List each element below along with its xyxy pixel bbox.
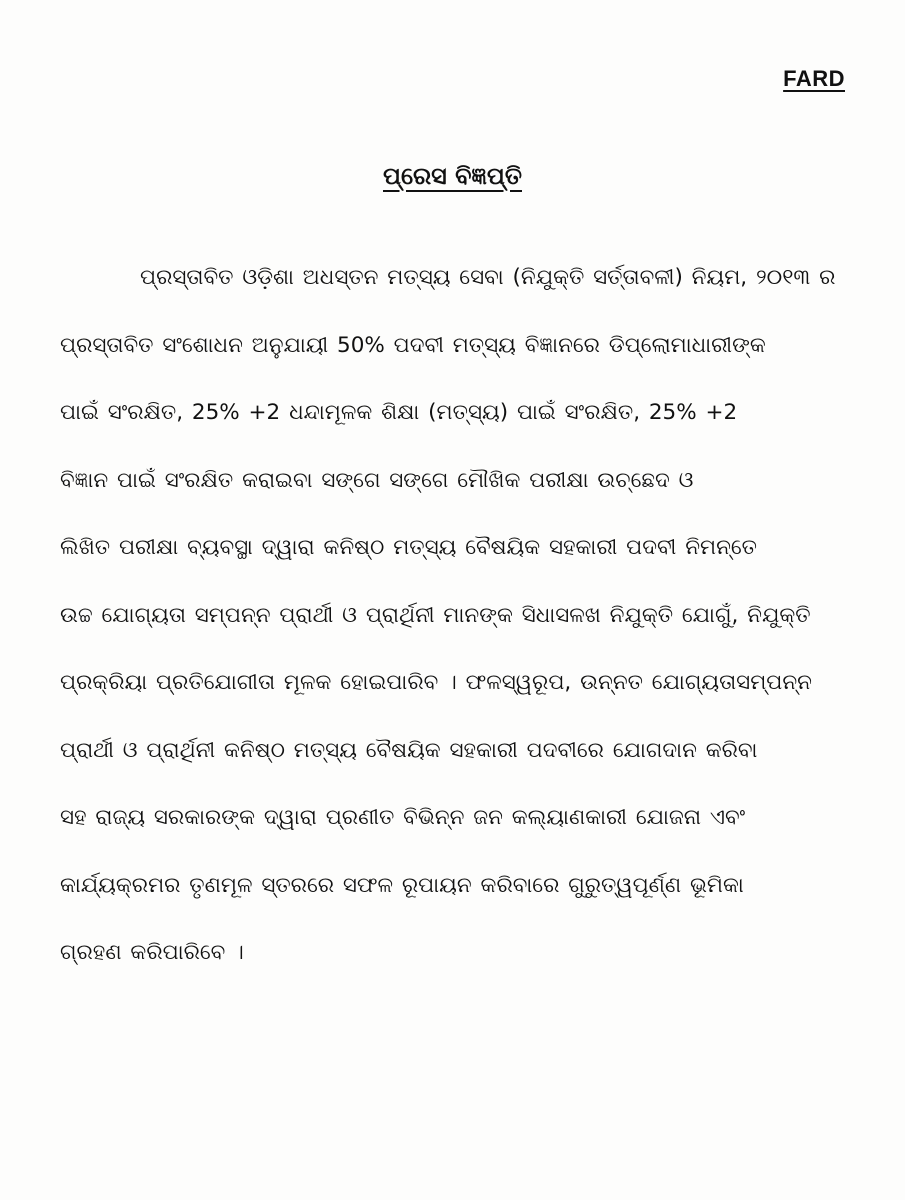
body-line: ପ୍ରସ୍ତାବିତ ସଂଶୋଧନ ଅନୁଯାୟୀ 50% ପଦବୀ ମତ୍ସ୍ୟ ବିଜ୍ଞାନରେ ଡିପ୍ଲୋମାଧାରୀଙ୍କ bbox=[60, 332, 766, 358]
body-line: ବିଜ୍ଞାନ ପାଇଁ ସଂରକ୍ଷିତ କରାଇବା ସଙ୍ଗେ ସଙ୍ଗେ ମୌଖିକ ପରୀକ୍ଷା ଉଚ୍ଛେଦ ଓ bbox=[60, 467, 694, 493]
body-line: ପ୍ରାର୍ଥୀ ଓ ପ୍ରାର୍ଥିନୀ କନିଷ୍ଠ ମତ୍ସ୍ୟ ବୈଷୟିକ ସହକାରୀ ପଦବୀରେ ଯୋଗଦାନ କରିବା bbox=[60, 737, 758, 763]
body-line: ଉଚ୍ଚ ଯୋଗ୍ୟତା ସମ୍ପନ୍ନ ପ୍ରାର୍ଥୀ ଓ ପ୍ରାର୍ଥିନୀ ମାନଙ୍କ ସିଧାସଳଖ ନିଯୁକ୍ତି ଯୋଗୁଁ, ନିଯୁକ୍ତି bbox=[60, 602, 811, 628]
body-line: ପାଇଁ ସଂରକ୍ଷିତ, 25% +2 ଧନ୍ଦାମୂଳକ ଶିକ୍ଷା (ମତ୍ସ୍ୟ) ପାଇଁ ସଂରକ୍ଷିତ, 25% +2 bbox=[60, 400, 738, 425]
body-line: ପ୍ରସ୍ତାବିତ ଓଡ଼ିଶା ଅଧସ୍ତନ ମତ୍ସ୍ୟ ସେବା (ନିଯୁକ୍ତି ସର୍ତ୍ତାବଳୀ) ନିୟମ, ୨୦୧୩ ର bbox=[140, 265, 836, 290]
department-label: FARD bbox=[783, 66, 845, 91]
press-release-body bbox=[60, 244, 845, 987]
document-title: ପ୍ରେସ ବିଜ୍ଞପ୍ତି bbox=[383, 162, 522, 190]
body-line: ସହ ରାଜ୍ୟ ସରକାରଙ୍କ ଦ୍ୱାରା ପ୍ରଣୀତ ବିଭିନ୍ନ ଜନ କଲ୍ୟାଣକାରୀ ଯୋଜନା ଏବଂ bbox=[60, 805, 746, 830]
body-line: ପ୍ରକ୍ରିୟା ପ୍ରତିଯୋଗୀତା ମୂଳକ ହୋଇପାରିବ । ଫଳସ୍ୱରୂପ, ଉନ୍ନତ ଯୋଗ୍ୟତାସମ୍ପନ୍ନ bbox=[60, 670, 812, 695]
body-line: ଲିଖିତ ପରୀକ୍ଷା ବ୍ୟବସ୍ଥା ଦ୍ୱାରା କନିଷ୍ଠ ମତ୍ସ୍ୟ ବୈଷୟିକ ସହକାରୀ ପଦବୀ ନିମନ୍ତେ bbox=[60, 535, 758, 560]
body-line: କାର୍ଯ୍ୟକ୍ରମର ତୃଣମୂଳ ସ୍ତରରେ ସଫଳ ରୂପାୟନ କରିବାରେ ଗୁରୁତ୍ୱପୂର୍ଣ୍ଣ ଭୂମିକା bbox=[60, 872, 744, 898]
body-line: ଗ୍ରହଣ କରିପାରିବେ । bbox=[60, 940, 244, 965]
